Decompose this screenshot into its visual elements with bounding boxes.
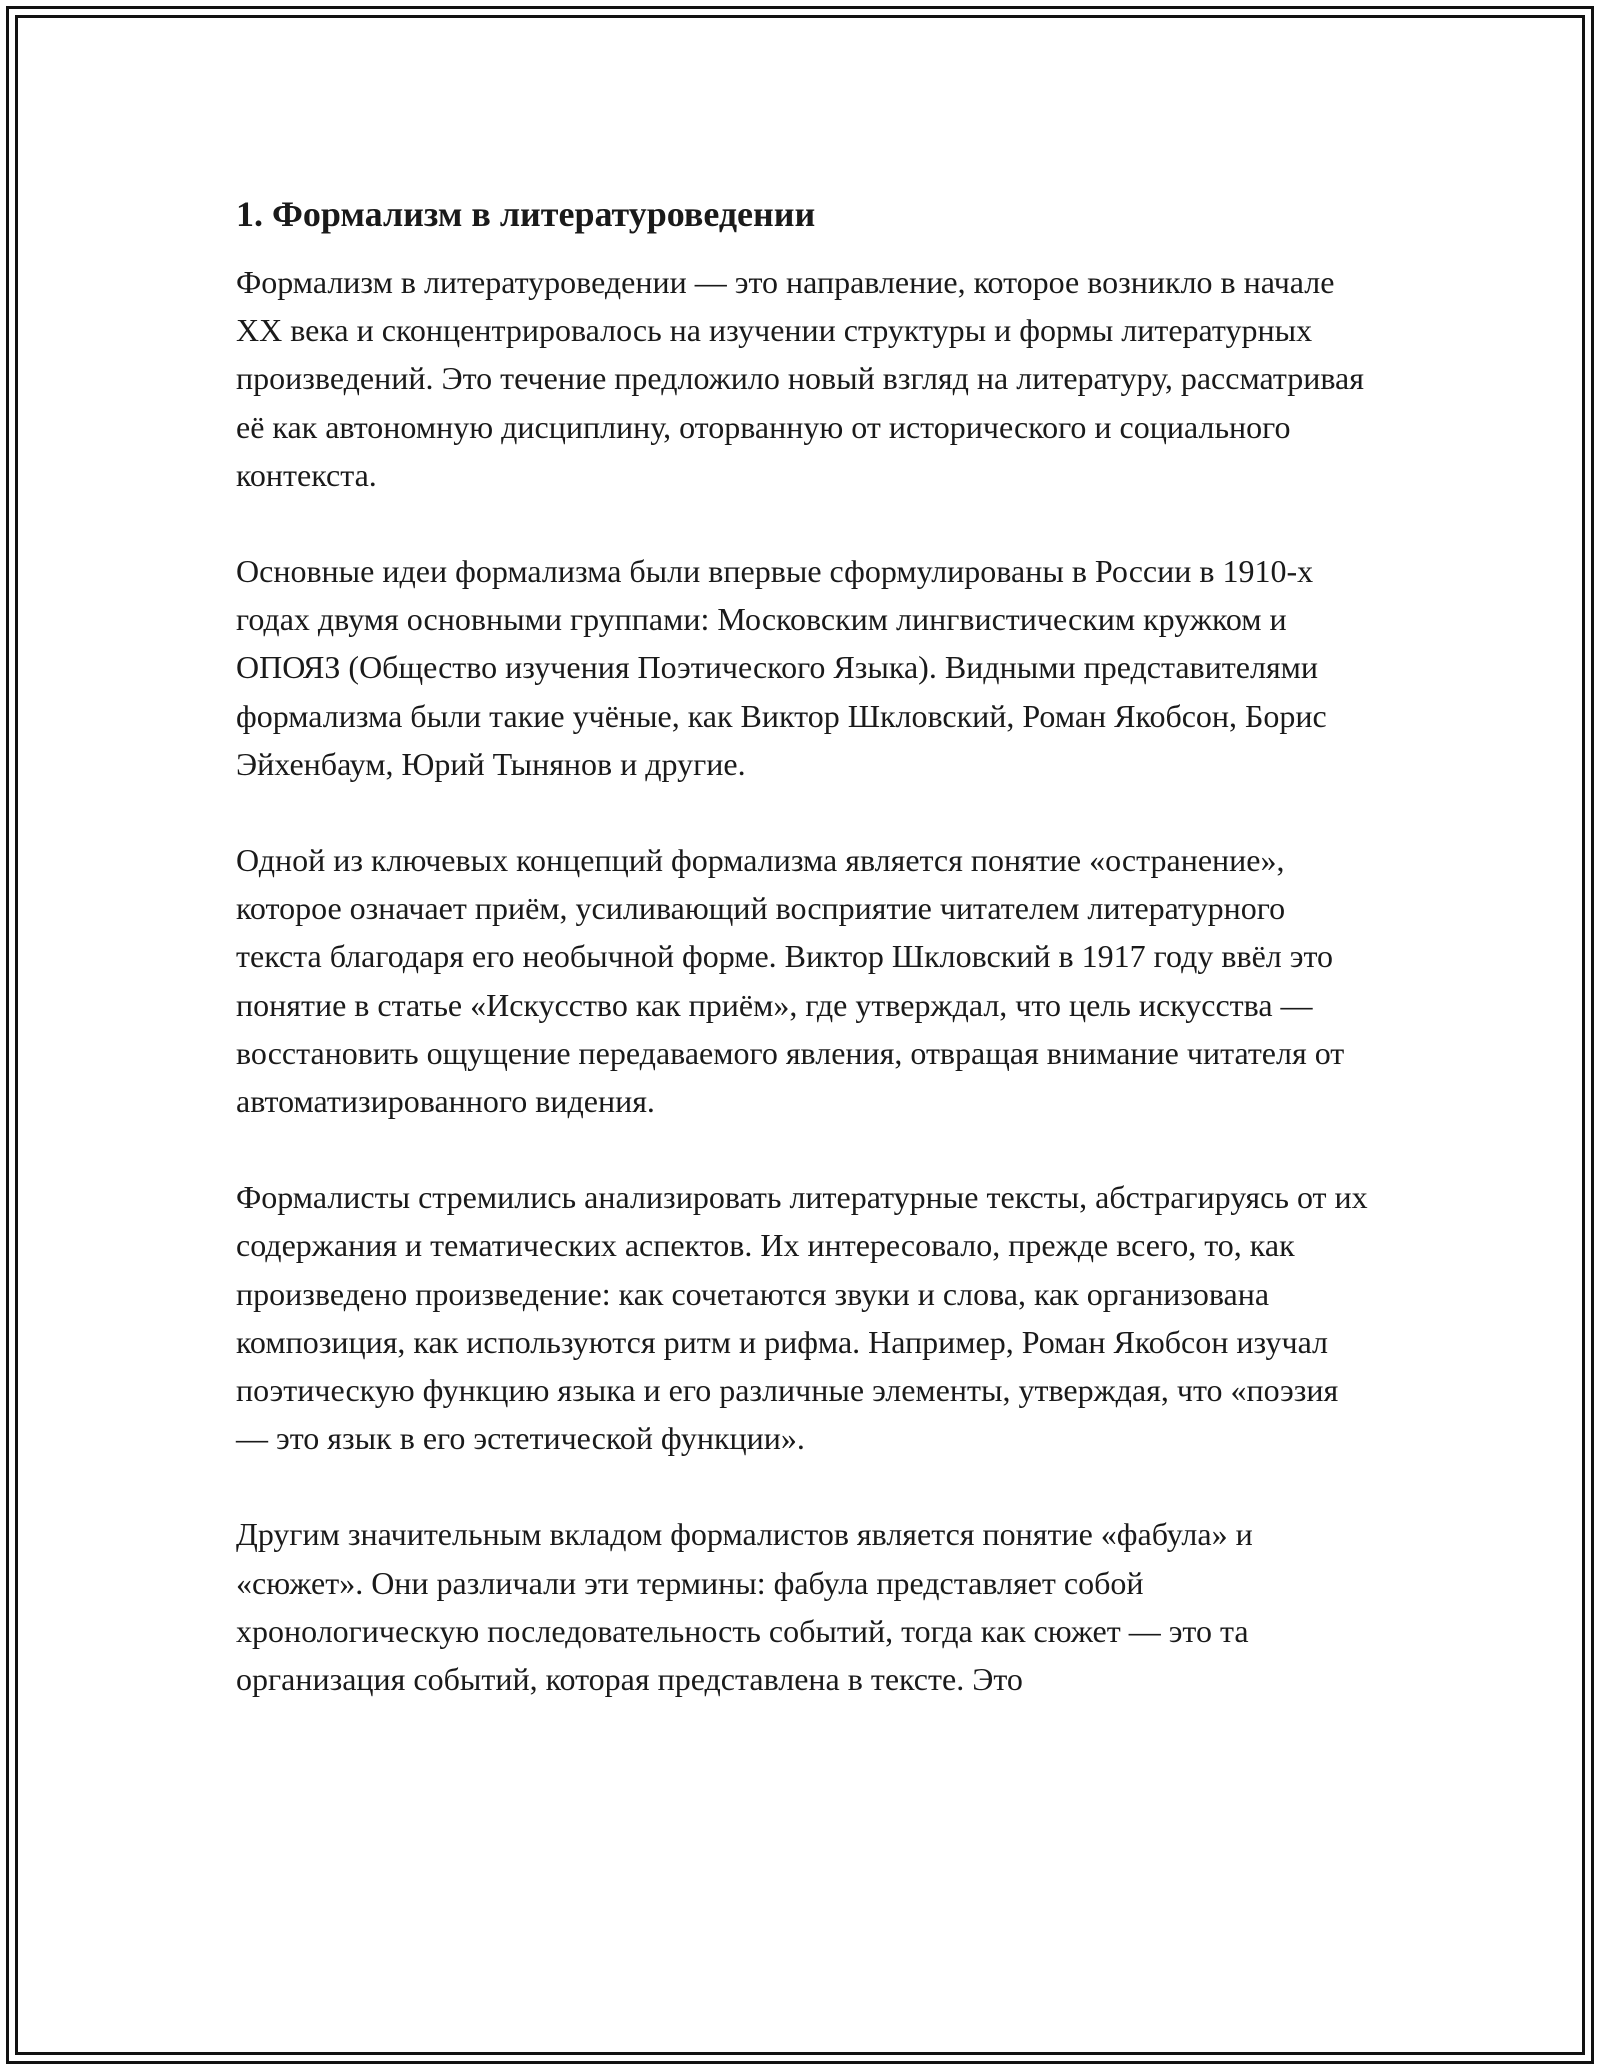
paragraph-fabula-syuzhet: Другим значительным вкладом формалистов является понятие «фабула» и «сюжет». Они различали эти термины: фабула представляет собой хронологическую последовательность событий, тогда как сюжет — это та организация событий, которая представлена в тексте. Это <box>236 1516 1253 1698</box>
paragraph-ostranenie: Одной из ключевых концепций формализма является понятие «остранение», которое означает приём, усиливающий восприятие читателем литературного текста благодаря его необычной форме. Виктор Шкловский в 1917 году ввёл это понятие в статье «Искусство как приём», где утверждал, что цель искусства — восстановить ощущение передаваемого явления, отвращая внимание читателя от автоматизированного видения. <box>236 842 1345 1120</box>
document-body <box>236 188 1376 1751</box>
paragraph-intro: Формализм в литературоведении — это направление, которое возникло в начале XX века и сконцентрировалось на изучении структуры и формы литературных произведений. Это течение предложило новый взгляд на литературу, рассматривая её как автономную дисциплину, оторванную от исторического и социального контекста. <box>236 264 1364 493</box>
section-heading: 1. Формализм в литературоведении <box>236 194 816 234</box>
paragraph-origins: Основные идеи формализма были впервые сформулированы в России в 1910-х годах двумя основными группами: Московским лингвистическим кружком и ОПОЯЗ (Общество изучения Поэтического Языка). Видными представителями формализма были такие учёные, как Виктор Шкловский, Роман Якобсон, Борис Эйхенбаум, Юрий Тынянов и другие. <box>236 553 1327 782</box>
paragraph-analysis: Формалисты стремились анализировать литературные тексты, абстрагируясь от их содержания и тематических аспектов. Их интересовало, прежде всего, то, как произведено произведение: как сочетаются звуки и слова, как организована композиция, как используются ритм и рифма. Например, Роман Якобсон изучал поэтическую функцию языка и его различные элементы, утверждая, что «поэзия — это язык в его эстетической функции». <box>236 1179 1368 1457</box>
